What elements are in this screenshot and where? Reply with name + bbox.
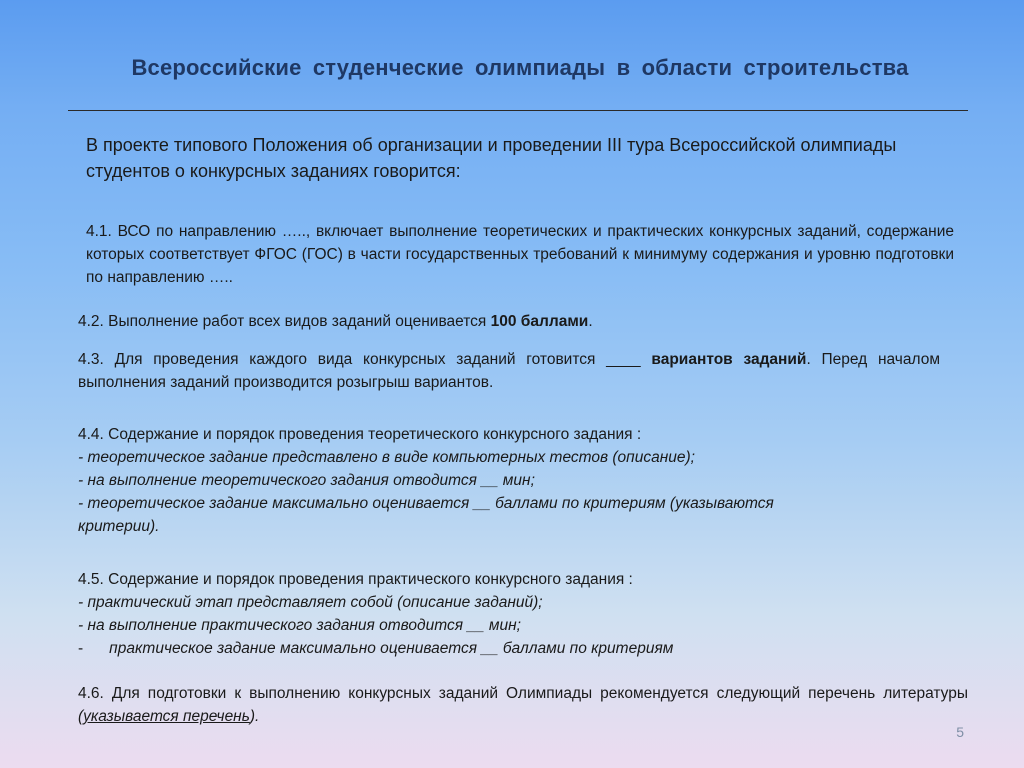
item-4-2-end: . — [588, 313, 593, 330]
item-4-3-variants: вариантов заданий — [651, 351, 807, 368]
item-4-1-text: 4.1. ВСО по направлению ….., включает выполнение теоретических и практических конкурсных заданий, содержание которых соответствует ФГОС (ГОС) в части государственных требований к минимуму содержания и уровню подготовки по направлению ….. — [86, 223, 954, 286]
item-4-4-line-3: - теоретическое задание максимально оценивается __ баллами по критериям (указываются — [78, 495, 774, 512]
item-4-2-score: 100 баллами — [490, 313, 589, 330]
item-4-5-line-3 — [78, 637, 958, 660]
item-4-3 — [78, 348, 940, 394]
item-4-5-line-2: - на выполнение практического задания отводится __ мин; — [78, 617, 521, 634]
item-4-4-line-1: - теоретическое задание представлено в виде компьютерных тестов (описание); — [78, 449, 695, 466]
item-4-3-text: 4.3. Для проведения каждого вида конкурсных заданий готовится ____ — [78, 351, 652, 368]
item-4-2-text: 4.2. Выполнение работ всех видов заданий оценивается — [78, 313, 491, 330]
intro-paragraph: В проекте типового Положения об организации и проведении III тура Всероссийской олимпиады студентов о конкурсных заданиях говорится: — [86, 135, 897, 181]
item-4-5 — [78, 568, 958, 660]
item-4-5-line-3-text: практическое задание максимально оценивается __ баллами по критериям — [109, 640, 674, 657]
item-4-6 — [78, 682, 968, 728]
item-4-5-line-3-dash: - — [78, 640, 84, 657]
item-4-3-end: . Перед началом выполнения заданий производится розыгрыш вариантов. — [78, 351, 940, 391]
item-4-1 — [86, 220, 954, 289]
item-4-4-heading: 4.4. Содержание и порядок проведения теоретического конкурсного задания : — [78, 426, 642, 443]
item-4-5-line-1: - практический этап представляет собой (описание заданий); — [78, 594, 543, 611]
item-4-6-literature-list: указывается перечень — [83, 708, 250, 725]
item-4-6-paren-close: ). — [249, 708, 260, 725]
item-4-4-line-2: - на выполнение теоретического задания отводится __ мин; — [78, 472, 535, 489]
item-4-5-heading: 4.5. Содержание и порядок проведения практического конкурсного задания : — [78, 571, 633, 588]
page-number: 5 — [956, 724, 964, 740]
item-4-6-text: 4.6. Для подготовки к выполнению конкурсных заданий Олимпиады рекомендуется следующий перечень литературы — [78, 685, 968, 702]
title-underline — [68, 110, 968, 111]
item-4-2 — [78, 310, 968, 333]
item-4-6-paren-open: ( — [78, 708, 84, 725]
item-4-4 — [78, 423, 958, 538]
slide-title: Всероссийские студенческие олимпиады в области строительства — [131, 55, 909, 80]
item-4-4-line-4: критерии). — [78, 518, 160, 535]
